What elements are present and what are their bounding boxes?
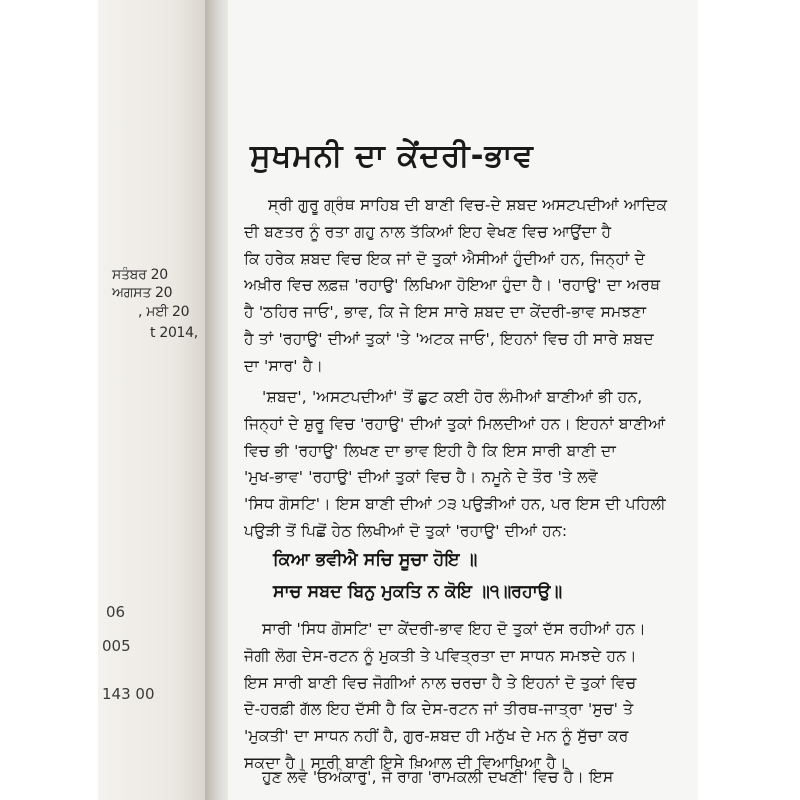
background: [698, 0, 800, 800]
previous-page: [98, 0, 208, 800]
text-line: 'ਮੁਕਤੀ' ਦਾ ਸਾਧਨ ਨਹੀਂ ਹੈ, ਗੁਰ-ਸ਼ਬਦ ਹੀ ਮਨੁੱਖ ਦੇ ਮਨ ਨੂੰ ਸੁੱਚਾ ਕਰ: [244, 727, 629, 746]
text-line: ਪਉੜੀ ਤੋਂ ਪਿਛੋਂ ਹੇਠ ਲਿਖੀਆਂ ਦੋ ਤੁਕਾਂ 'ਰਹਾਉ' ਦੀਆਂ ਹਨ:: [244, 521, 568, 540]
text-line: ਕਿ ਹਰੇਕ ਸ਼ਬਦ ਵਿਚ ਇਕ ਜਾਂ ਦੋ ਤੁਕਾਂ ਐਸੀਆਂ ਹੁੰਦੀਆਂ ਹਨ, ਜਿਨ੍ਹਾਂ ਦੇ: [244, 249, 646, 268]
left-page-number: 06: [106, 603, 126, 621]
page-title: ਸੁਖਮਨੀ ਦਾ ਕੇਂਦਰੀ-ਭਾਵ: [250, 138, 534, 174]
text-line: ਦੋ-ਹਰਫ਼ੀ ਗੱਲ ਇਹ ਦੱਸੀ ਹੈ ਕਿ ਦੇਸ-ਰਟਨ ਜਾਂ ਤੀਰਥ-ਜਾਤ੍ਰਾ 'ਸੁਚ' ਤੇ: [244, 700, 634, 719]
text-line: ਹੈ 'ਠਹਿਰ ਜਾਓ', ਭਾਵ, ਕਿ ਜੇ ਇਸ ਸਾਰੇ ਸ਼ਬਦ ਦਾ ਕੇਂਦਰੀ-ਭਾਵ ਸਮਝਣਾ: [244, 303, 647, 322]
paragraph-4: [244, 764, 688, 791]
left-page-number: 143 00: [102, 685, 155, 703]
book-gutter: [205, 0, 229, 800]
text-line: ਵਿਚ ਭੀ 'ਰਹਾਉ' ਲਿਖਣ ਦਾ ਭਾਵ ਇਹੀ ਹੈ ਕਿ ਇਸ ਸਾਰੀ ਬਾਣੀ ਦਾ: [244, 441, 616, 460]
paragraph-1: [244, 192, 688, 380]
text-line: ਦੀ ਬਣਤਰ ਨੂੰ ਰਤਾ ਗਹੁ ਨਾਲ ਤੱਕਿਆਂ ਇਹ ਵੇਖਣ ਵਿਚ ਆਉਂਦਾ ਹੈ: [244, 222, 612, 241]
left-page-fragment: t 2014,: [150, 325, 198, 341]
left-page-fragment: ਅਗਸਤ 20: [112, 285, 173, 301]
verse-line: ਕਿਆ ਭਵੀਐ ਸਚਿ ਸੂਚਾ ਹੋਇ ॥: [273, 550, 478, 570]
text-line: ਹੁਣ ਲਵੋ 'ਓਅੰਕਾਰੁ', ਜੋ ਰਾਗ 'ਰਾਮਕਲੀ ਦਖਣੀ' ਵਿਚ ਹੈ। ਇਸ: [262, 768, 614, 786]
text-line: ਅਖ਼ੀਰ ਵਿਚ ਲਫ਼ਜ਼ 'ਰਹਾਉ' ਲਿਖਿਆ ਹੋਇਆ ਹੁੰਦਾ ਹੈ। 'ਰਹਾਉ' ਦਾ ਅਰਥ: [244, 276, 661, 295]
text-line: ਸ੍ਰੀ ਗੁਰੂ ਗ੍ਰੰਥ ਸਾਹਿਬ ਦੀ ਬਾਣੀ ਵਿਚ-ਦੇ ਸ਼ਬਦ ਅਸਟਪਦੀਆਂ ਆਦਿਕ: [268, 196, 668, 214]
text-line: ਹੈ ਤਾਂ 'ਰਹਾਉ' ਦੀਆਂ ਤੁਕਾਂ 'ਤੇ 'ਅਟਕ ਜਾਓ', ਇਹਨਾਂ ਵਿਚ ਹੀ ਸਾਰੇ ਸ਼ਬਦ: [244, 329, 654, 348]
text-line: ਜਿਨ੍ਹਾਂ ਦੇ ਸ਼ੁਰੂ ਵਿਚ 'ਰਹਾਉ' ਦੀਆਂ ਤੁਕਾਂ ਮਿਲਦੀਆਂ ਹਨ। ਇਹਨਾਂ ਬਾਣੀਆਂ: [244, 414, 666, 433]
text-line: ਇਸ ਸਾਰੀ ਬਾਣੀ ਵਿਚ ਜੋਗੀਆਂ ਨਾਲ ਚਰਚਾ ਹੈ ਤੇ ਇਹਨਾਂ ਦੋ ਤੁਕਾਂ ਵਿਚ: [244, 673, 637, 692]
text-line: 'ਮੁਖ-ਭਾਵ' 'ਰਹਾਉ' ਦੀਆਂ ਤੁਕਾਂ ਵਿਚ ਹੈ। ਨਮੂਨੇ ਦੇ ਤੌਰ 'ਤੇ ਲਵੋ: [244, 468, 598, 487]
text-line: ਦਾ 'ਸਾਰ' ਹੈ।: [244, 356, 324, 375]
verse-line: ਸਾਚ ਸਬਦ ਬਿਨੁ ਮੁਕਤਿ ਨ ਕੋਇ ॥੧॥ਰਹਾਉ॥: [273, 582, 563, 602]
text-line: ਜੋਗੀ ਲੋਗ ਦੇਸ-ਰਟਨ ਨੂੰ ਮੁਕਤੀ ਤੇ ਪਵਿਤ੍ਰਤਾ ਦਾ ਸਾਧਨ ਸਮਝਦੇ ਹਨ।: [244, 646, 637, 665]
left-page-fragment: , ਮਈ 20: [138, 304, 190, 320]
left-page-number: 005: [102, 637, 131, 655]
text-line: ਸਾਰੀ 'ਸਿਧ ਗੋਸਟਿ' ਦਾ ਕੇਂਦਰੀ-ਭਾਵ ਇਹ ਦੋ ਤੁਕਾਂ ਦੱਸ ਰਹੀਆਂ ਹਨ।: [262, 620, 646, 638]
paragraph-2: [244, 384, 688, 545]
paragraph-3: [244, 616, 688, 777]
text-line: 'ਸਿਧ ਗੋਸਟਿ'। ਇਸ ਬਾਣੀ ਦੀਆਂ ੭੩ ਪਉੜੀਆਂ ਹਨ, ਪਰ ਇਸ ਦੀ ਪਹਿਲੀ: [244, 495, 666, 514]
left-page-fragment: ਸਤੰਬਰ 20: [112, 267, 168, 283]
text-line: ਸਕਦਾ ਹੈ। ਸਾਰੀ ਬਾਣੀ ਇਸੇ ਖ਼ਿਆਲ ਦੀ ਵਿਆਖਿਆ ਹੈ।: [244, 753, 567, 772]
text-line: 'ਸ਼ਬਦ', 'ਅਸਟਪਦੀਆਂ' ਤੋਂ ਛੁਟ ਕਈ ਹੋਰ ਲੰਮੀਆਂ ਬਾਣੀਆਂ ਭੀ ਹਨ,: [262, 388, 643, 406]
gurbani-verse: [273, 544, 673, 608]
